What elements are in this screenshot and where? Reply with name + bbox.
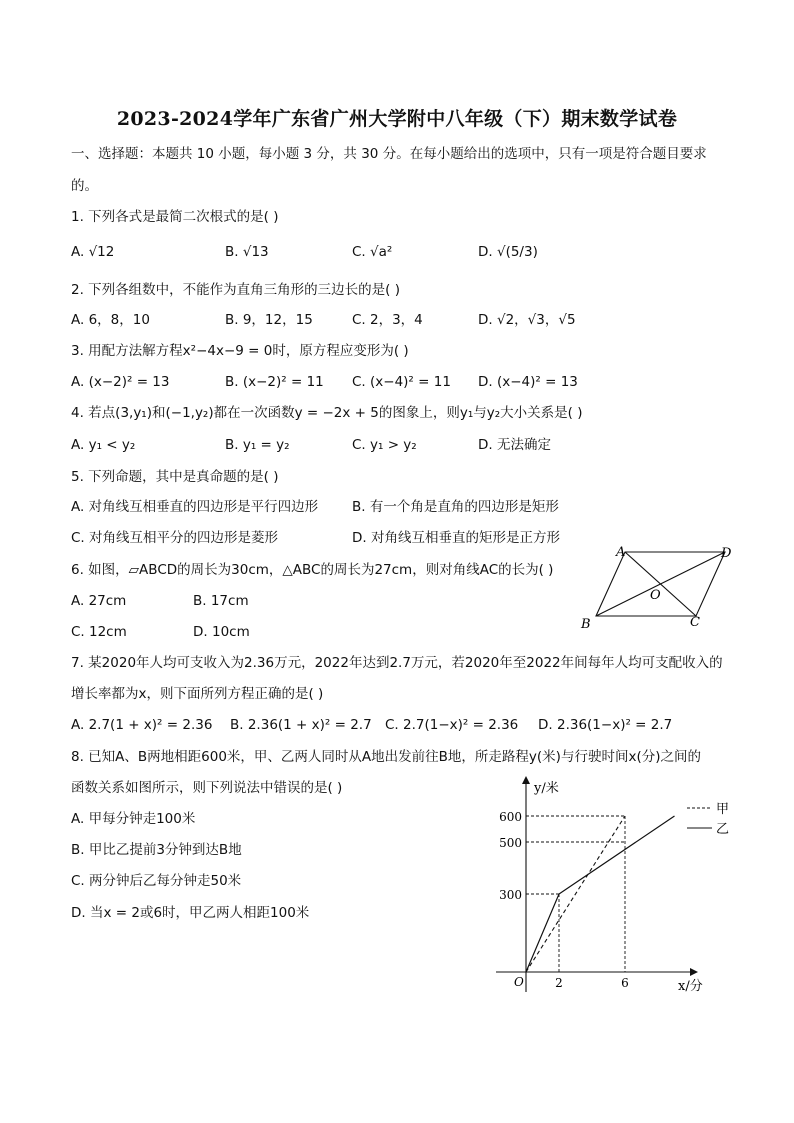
q8-option-d: D. 当x = 2或6时，甲乙两人相距100米 [71,905,310,921]
q4-option-d: D. 无法确定 [478,437,551,453]
diagonal-bd [596,552,725,616]
parallelogram-figure [575,540,745,635]
y-tick-label: 500 [499,836,522,850]
q6-stem: 6. 如图，▱ABCD的周长为30cm，△ABC的周长为27cm，则对角线AC的长为( ) [71,562,554,578]
q8-option-b: B. 甲比乙提前3分钟到达B地 [71,842,242,858]
q1-option-c: C. √a² [352,244,393,260]
q1-option-d: D. √(5/3) [478,244,538,260]
q7-stem-cont: 增长率都为x，则下面所列方程正确的是( ) [71,686,324,702]
q6-option-b: B. 17cm [193,593,249,609]
q5-stem: 5. 下列命题，其中是真命题的是( ) [71,469,279,485]
q5-option-c: C. 对角线互相平分的四边形是菱形 [71,530,279,546]
q1-option-b: B. √13 [225,244,269,260]
q4-option-b: B. y₁ = y₂ [225,437,290,453]
q3-option-a: A. (x−2)² = 13 [71,374,170,390]
q3-stem: 3. 用配方法解方程x²−4x−9 = 0时，原方程应变形为( ) [71,343,409,359]
q3-option-d: D. (x−4)² = 13 [478,374,578,390]
y-axis-arrow [522,776,530,784]
q2-option-b: B. 9，12，15 [225,312,313,328]
q8-option-a: A. 甲每分钟走100米 [71,811,196,827]
q6-option-a: A. 27cm [71,593,127,609]
q6-option-c: C. 12cm [71,624,127,640]
vertex-label-d: D [721,546,732,561]
q7-option-b: B. 2.36(1 + x)² = 2.7 [230,717,372,733]
q5-option-d: D. 对角线互相垂直的矩形是正方形 [352,530,560,546]
q4-option-a: A. y₁ < y₂ [71,437,136,453]
q7-option-a: A. 2.7(1 + x)² = 2.36 [71,717,213,733]
q7-stem: 7. 某2020年人均可支收入为2.36万元，2022年达到2.7万元，若2020年至2022年间每年人均可支配收入的 [71,655,723,671]
q2-option-c: C. 2，3，4 [352,312,423,328]
vertex-label-c: C [690,615,700,630]
section-heading: 一、选择题：本题共 10 小题，每小题 3 分，共 30 分。在每小题给出的选项中，只有一项是符合题目要求 [71,146,707,162]
q6-option-d: D. 10cm [193,624,250,640]
q5-option-a: A. 对角线互相垂直的四边形是平行四边形 [71,499,319,515]
q7-option-d: D. 2.36(1−x)² = 2.7 [538,717,673,733]
q1-stem: 1. 下列各式是最简二次根式的是( ) [71,209,279,225]
legend-jia-label: 甲 [716,802,730,817]
q7-option-c: C. 2.7(1−x)² = 2.36 [385,717,519,733]
q8-stem-cont: 函数关系如图所示，则下列说法中错误的是( ) [71,780,343,796]
x-axis-arrow [690,968,698,976]
y-tick-label: 600 [499,810,522,824]
q3-option-c: C. (x−4)² = 11 [352,374,451,390]
q2-option-a: A. 6，8，10 [71,312,150,328]
q4-option-c: C. y₁ > y₂ [352,437,417,453]
x-tick-label: 6 [621,976,629,990]
y-tick-label: 300 [499,888,522,902]
q8-function-graph [490,770,740,1000]
q3-option-b: B. (x−2)² = 11 [225,374,324,390]
center-label-o: O [650,588,661,603]
x-tick-label: 2 [555,976,563,990]
origin-label: O [514,975,524,989]
vertex-label-b: B [581,617,591,632]
q1-option-a: A. √12 [71,244,115,260]
q2-option-d: D. √2，√3，√5 [478,312,576,328]
series-jia-line [526,816,625,972]
y-axis-label: y/米 [534,781,559,796]
legend-yi-label: 乙 [716,822,730,837]
vertex-label-a: A [616,545,626,560]
x-axis-label: x/分 [678,979,703,994]
q4-stem: 4. 若点(3,y₁)和(−1,y₂)都在一次函数y = −2x + 5的图象上，则y₁与y₂大小关系是( ) [71,405,583,421]
page-title: 2023-2024学年广东省广州大学附中八年级（下）期末数学试卷 [116,108,678,130]
q8-stem: 8. 已知A、B两地相距600米，甲、乙两人同时从A地出发前往B地，所走路程y(米)与行驶时间x(分)之间的 [71,749,701,765]
q2-stem: 2. 下列各组数中，不能作为直角三角形的三边长的是( ) [71,282,400,298]
q5-option-b: B. 有一个角是直角的四边形是矩形 [352,499,559,515]
section-heading-cont: 的。 [71,178,98,194]
q8-option-c: C. 两分钟后乙每分钟走50米 [71,873,242,889]
